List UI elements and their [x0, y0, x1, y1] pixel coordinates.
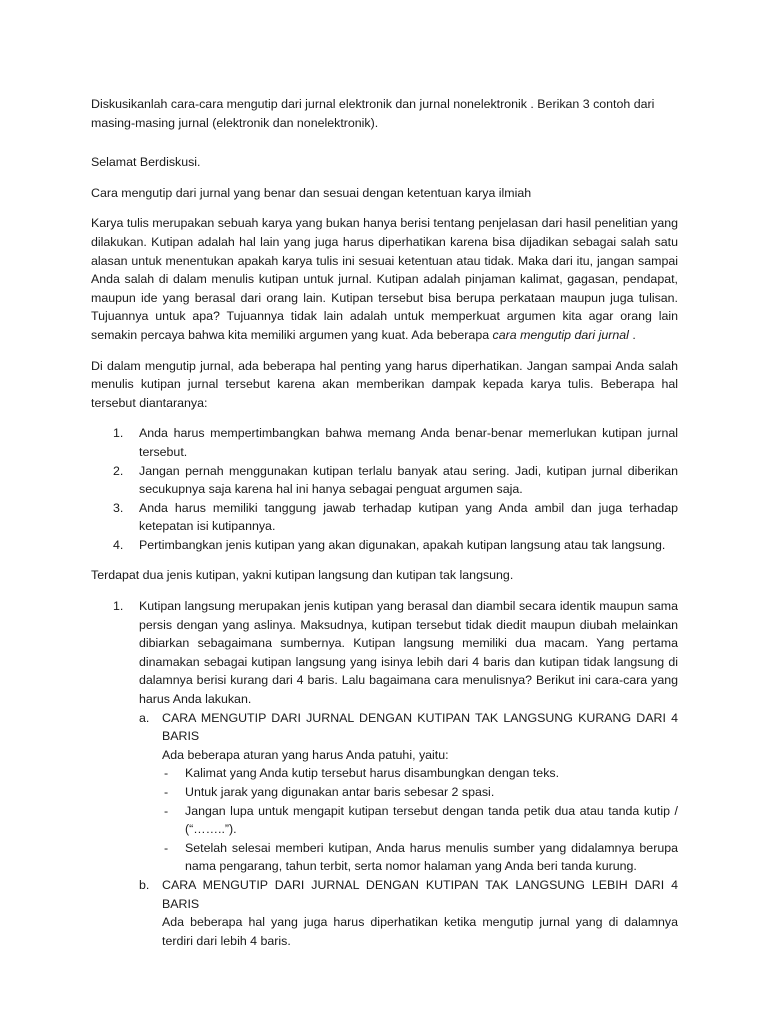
considerations-list — [91, 424, 678, 554]
rule-item — [162, 783, 678, 802]
body-paragraph-1 — [91, 214, 678, 344]
sub-item-b — [139, 876, 678, 950]
sub-item-letter: b. — [139, 877, 150, 892]
rule-text: Untuk jarak yang digunakan antar baris sebesar 2 spasi. — [185, 785, 495, 799]
sub-item-letter: a. — [139, 710, 150, 725]
intro-paragraph: Diskusikanlah cara-cara mengutip dari jurnal elektronik dan jurnal nonelektronik . Berikan 3 contoh dari masing-masing jurnal (elektronik dan nonelektronik). — [91, 97, 655, 130]
list-item — [91, 499, 678, 536]
rule-item — [162, 764, 678, 783]
list-item-text: Kutipan langsung merupakan jenis kutipan yang berasal dan diambil secara identik maupun sama persis dengan yang aslinya. Maksudnya, kutipan tersebut tidak diedit maupun diubah melainkan dibiarkan sebagaimana sumbernya. Kutipan langsung memiliki dua macam. Yang pertama dinamakan sebagai kutipan langsung yang isinya lebih dari 4 baris dan kutipan tidak langsung di dalamnya berisi kurang dari 4 baris. Lalu bagaimana cara menulisnya? Berikut ini cara-cara yang harus Anda lakukan. — [139, 599, 678, 707]
list-item — [91, 536, 678, 555]
rule-text: Kalimat yang Anda kutip tersebut harus disambungkan dengan teks. — [185, 766, 560, 781]
rules-list — [162, 764, 678, 876]
sub-item-lead: Ada beberapa hal yang juga harus diperhatikan ketika mengutip jurnal yang di dalamnya terdiri dari lebih 4 baris. — [162, 915, 678, 948]
list-item-text: Pertimbangkan jenis kutipan yang akan digunakan, apakah kutipan langsung atau tak langsung. — [139, 537, 666, 552]
list-number: 2. — [113, 463, 124, 478]
list-number: 1. — [113, 426, 124, 441]
list-number: 1. — [113, 599, 124, 614]
list-item-text: Anda harus mempertimbangkan bahwa memang Anda benar-benar memerlukan kutipan jurnal tersebut. — [139, 426, 678, 459]
list-item — [91, 424, 678, 461]
greeting: Selamat Berdiskusi. — [91, 155, 201, 170]
article-link[interactable]: cara mengutip dari jurnal — [492, 327, 629, 342]
sub-item-a — [139, 709, 678, 876]
sub-item-title: CARA MENGUTIP DARI JURNAL DENGAN KUTIPAN TAK LANGSUNG KURANG DARI 4 BARIS — [162, 710, 678, 744]
rule-item — [162, 839, 678, 876]
dash-bullet: - — [164, 840, 169, 855]
document-page — [91, 95, 678, 962]
section-heading: Cara mengutip dari jurnal yang benar dan sesuai dengan ketentuan karya ilmiah — [91, 185, 532, 200]
sub-list — [139, 709, 678, 951]
dash-bullet: - — [164, 803, 169, 818]
body-paragraph-2: Di dalam mengutip jurnal, ada beberapa hal penting yang harus diperhatikan. Jangan sampai Anda salah menulis kutipan jurnal tersebut karena akan memberikan dampak kepada karya tulis. Beberapa hal tersebut diantaranya: — [91, 358, 678, 410]
sub-item-lead: Ada beberapa aturan yang harus Anda patuhi, yaitu: — [162, 747, 449, 762]
list-item — [91, 462, 678, 499]
list-item-text: Jangan pernah menggunakan kutipan terlalu banyak atau sering. Jadi, kutipan jurnal diberikan secukupnya saja karena hal ini hanya sebagai penguat argumen saja. — [139, 463, 678, 497]
rule-text: Jangan lupa untuk mengapit kutipan tersebut dengan tanda petik dua atau tanda kutip / (“……..”). — [185, 803, 678, 837]
list-item — [91, 597, 678, 950]
paragraph-text: Karya tulis merupakan sebuah karya yang bukan hanya berisi tentang penjelasan dari hasil penelitian yang dilakukan. Kutipan adalah hal lain yang juga harus diperhatikan karena bisa dijadikan sebagai salah satu alasan untuk menentukan apakah karya tulis ini sesuai ketentuan atau tidak. Maka dari itu, jangan sampai Anda salah di dalam menulis kutipan untuk jurnal. Kutipan adalah pinjaman kalimat, gagasan, pendapat, maupun ide yang berasal dari orang lain. Kutipan tersebut bisa berupa perkataan maupun juga tulisan. Tujuannya untuk apa? Tujuannya tidak lain adalah untuk memperkuat argumen kita agar orang lain semakin percaya bahwa kita memiliki argumen yang kuat. Ada beberapa — [91, 216, 678, 342]
paragraph-end: . — [628, 327, 636, 342]
dash-bullet: - — [164, 766, 169, 781]
list-number: 3. — [113, 500, 124, 515]
rule-item — [162, 802, 678, 839]
body-paragraph-3: Terdapat dua jenis kutipan, yakni kutipan langsung dan kutipan tak langsung. — [91, 568, 514, 583]
citation-types-list — [91, 597, 678, 950]
sub-item-title: CARA MENGUTIP DARI JURNAL DENGAN KUTIPAN TAK LANGSUNG LEBIH DARI 4 BARIS — [162, 877, 678, 911]
list-item-text: Anda harus memiliki tanggung jawab terhadap kutipan yang Anda ambil dan juga terhadap ketepatan isi kutipannya. — [139, 500, 678, 534]
dash-bullet: - — [164, 785, 169, 799]
list-number: 4. — [113, 537, 124, 552]
rule-text: Setelah selesai memberi kutipan, Anda harus menulis sumber yang didalamnya berupa nama pengarang, tahun terbit, serta nomor halaman yang Anda beri tanda kurung. — [185, 840, 678, 874]
